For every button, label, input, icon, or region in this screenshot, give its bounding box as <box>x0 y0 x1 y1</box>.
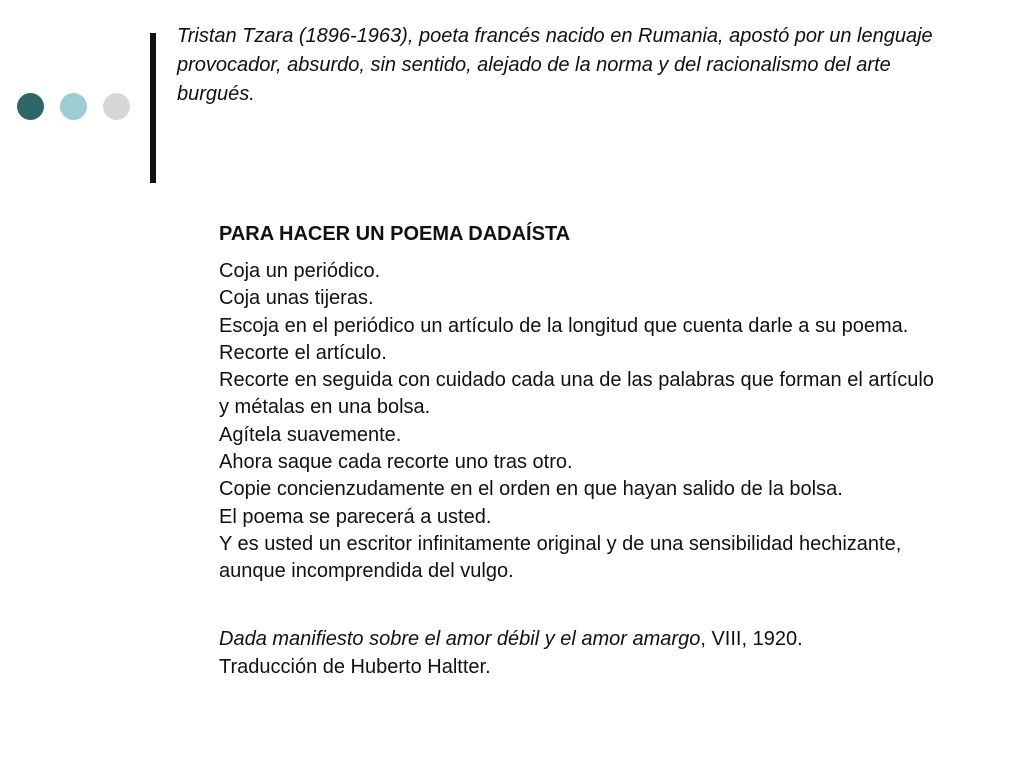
vertical-divider-bar <box>150 33 156 183</box>
poem-line: Recorte en seguida con cuidado cada una de las palabras que forman el artículo y métalas en una bolsa. <box>219 369 934 419</box>
poem-body <box>219 258 949 586</box>
decorative-dot-gray <box>103 93 130 120</box>
poem-line: Y es usted un escritor infinitamente original y de una sensibilidad hechizante, aunque incomprendida del vulgo. <box>219 532 902 583</box>
citation-title: Dada manifiesto sobre el amor débil y el amor amargo <box>219 628 701 650</box>
poem-line: Agítela suavemente. <box>219 423 402 446</box>
poem-line: Copie concienzudamente en el orden en que hayan salido de la bolsa. <box>219 478 843 501</box>
poem-line: Recorte el artículo. <box>219 341 387 364</box>
poem-line: Coja unas tijeras. <box>219 287 374 310</box>
citation-details: , VIII, 1920. <box>700 628 803 650</box>
decorative-dot-teal <box>60 93 87 120</box>
citation <box>219 625 949 681</box>
poem-line: Escoja en el periódico un artículo de la longitud que cuenta darle a su poema. <box>219 314 909 337</box>
intro-text: Tristan Tzara (1896-1963), poeta francés nacido en Rumania, apostó por un lenguaje provocador, absurdo, sin sentido, alejado de la norma y del <box>177 25 933 76</box>
intro-paragraph <box>177 22 937 109</box>
decorative-dot-dark <box>17 93 44 120</box>
poem-line: Coja un periódico. <box>219 260 381 282</box>
poem-title: PARA HACER UN POEMA DADAÍSTA <box>219 223 571 245</box>
intro-text-end: racionalismo del arte burgués. <box>177 54 891 105</box>
citation-source <box>219 625 949 653</box>
citation-translation: Traducción de Huberto Haltter. <box>219 656 491 678</box>
poem-line: Ahora saque cada recorte uno tras otro. <box>219 451 573 474</box>
poem-line: El poema se parecerá a usted. <box>219 505 492 528</box>
